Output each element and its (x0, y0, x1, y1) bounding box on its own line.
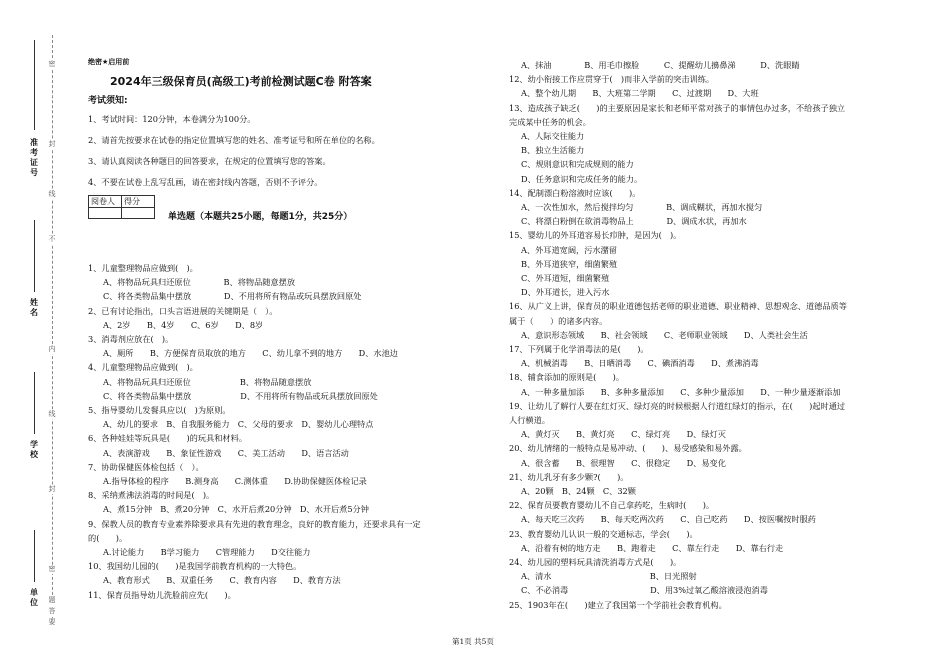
score-blank (122, 208, 155, 219)
option-line: C、不必消毒 D、用3%过氧乙酸溶液浸泡消毒 (521, 585, 768, 596)
question-line: 完成某中任务的机会。 (509, 116, 591, 127)
option-line: A、清水 B、日光照射 (521, 571, 697, 582)
option-line: A、幼儿的要求 B、自我服务能力 C、父母的要求 D、婴幼儿心理特点 (103, 419, 374, 430)
notice-item: 4、不要在试卷上乱写乱画，请在密封线内答题，否则不予评分。 (88, 177, 323, 187)
option-line: A.讨论能力 B学习能力 C管理能力 D交往能力 (103, 547, 311, 557)
option-line: A、意识形态领域 B、社会领域 C、老师职业领域 D、人类社会生活 (521, 329, 808, 340)
seal-char: 要 (48, 618, 56, 626)
seal-char: 密 (48, 60, 56, 68)
unit-underline (34, 530, 35, 582)
option-line: A、黄灯灭 B、黄灯亮 C、绿灯亮 D、绿灯灭 (521, 429, 726, 440)
unit-label: 单位 (30, 588, 38, 607)
option-line: A、整个幼儿期 B、大班第二学期 C、过渡期 D、大班 (521, 88, 759, 99)
question-line: 4、儿童整理物品应做到( )。 (88, 362, 198, 373)
question-line: 17、下列属于化学消毒法的是( )。 (509, 344, 649, 354)
seal-char: 密 (48, 565, 56, 573)
question-line: 9、保教人员的教育专业素养除要求具有先进的教育理念，良好的教育能力，还要求具有一定 (88, 518, 421, 529)
score-table (88, 195, 155, 219)
option-line: B、外耳道狭窄，细菌繁殖 (521, 258, 618, 269)
question-line: 的( )。 (88, 532, 128, 543)
question-line: 7、协助保健医体检包括（ ）。 (88, 461, 204, 472)
seal-char: 内 (48, 345, 56, 353)
option-line: A、将物品玩具归还原位 B、将物品随意摆放 (103, 376, 312, 387)
option-line: A、一次性加水，然后搅拌均匀 B、调成糊状，再加水搅匀 (521, 202, 763, 212)
seal-char: 封 (48, 485, 56, 493)
notice-heading: 考试须知: (88, 96, 128, 106)
question-line: 23、教育婴幼儿认识一般的交通标志，学会( )。 (509, 528, 698, 539)
option-line: A、外耳道宽阔，污水潴留 (521, 244, 617, 255)
option-line: A、抹油 B、用毛巾擦脸 C、提醒幼儿擤鼻涕 D、洗眼睛 (521, 60, 800, 70)
question-line: 22、保育员要教育婴幼儿不自己拿药吃，生病时( )。 (509, 500, 715, 511)
page-title: 2024年三级保育员(高级工)考前检测试题C卷 附答案 (110, 75, 372, 88)
seal-char: 答 (48, 607, 56, 615)
option-line: C、将漂白粉倒在欲消毒物品上 D、调成水状，再加水 (521, 216, 747, 227)
question-line: 8、采纳煮沸法消毒的时间是( )。 (88, 490, 215, 501)
question-line: 2、已有讨论指出，口头言语进展的关键期是（ ）。 (88, 305, 278, 316)
question-line: 15、婴幼儿的外耳道容易长疖肿，是因为( )。 (509, 230, 682, 241)
option-line: A.指导体检的程序 B.测身高 C.测体重 D.协助保健医体检记录 (103, 476, 367, 486)
option-line: C、规则意识和完成规则的能力 (521, 159, 634, 170)
option-line: A、2岁 B、4岁 C、6岁 D、8岁 (103, 319, 264, 330)
school-label: 学校 (30, 440, 38, 459)
option-line: A、沿着有树的地方走 B、跑着走 C、靠左行走 D、靠右行走 (521, 542, 784, 553)
option-line: C、将各类物品集中摆放 D、不用将所有物品或玩具摆放回原处 (103, 390, 378, 401)
question-line: 6、各种娃娃等玩具是( )的玩具和材料。 (88, 433, 247, 444)
option-line: D、外耳道长，进入污水 (521, 287, 610, 298)
name-underline (34, 220, 35, 292)
question-line: 25、1903年在( )建立了我国第一个学前社会教育机构。 (509, 599, 727, 610)
seal-char: 封 (48, 140, 56, 148)
option-line: A、人际交往能力 (521, 131, 585, 141)
question-line: 13、造成孩子缺乏( )的主要原因是家长和老师平常对孩子的事情包办过多，不给孩子独立 (509, 102, 846, 113)
exam-number-underline (34, 40, 35, 130)
page-footer: 第1页 共5页 (452, 637, 494, 646)
question-line: 18、辅食添加的原则是( )。 (509, 372, 625, 383)
option-line: A、一种多量加添 B、多种多量添加 C、多种少量添加 D、一种少量逐渐添加 (521, 386, 841, 397)
option-line: A、教育形式 B、双重任务 C、教育内容 D、教育方法 (103, 575, 341, 586)
section-title: 单选题（本题共25小题，每题1分，共25分） (168, 212, 353, 222)
option-line: B、独立生活能力 (521, 145, 585, 156)
option-line: A、煮15分钟 B、煮20分钟 C、水开后煮20分钟 D、水开后煮5分钟 (103, 504, 369, 515)
secret-mark: 绝密★启用前 (88, 58, 130, 66)
notice-item: 2、请首先按要求在试卷的指定位置填写您的姓名、准考证号和所在单位的名称。 (88, 135, 380, 145)
question-line: 12、幼小衔接工作应贯穿于( )而非入学前的突击训练。 (509, 74, 715, 85)
question-line: 10、我国幼儿园的( )是我国学前教育机构的一大特色。 (88, 561, 302, 572)
seal-char: 不 (48, 235, 56, 243)
question-line: 21、幼儿乳牙有多少颗?( )。 (509, 471, 629, 482)
reviewer-cell: 阅卷人 (89, 196, 122, 208)
question-line: 11、保育员指导幼儿洗脸前应先( )。 (88, 589, 236, 600)
seal-char: 题 (48, 596, 56, 604)
question-line: 人行横道。 (509, 415, 550, 425)
seal-char: 线 (48, 410, 56, 418)
question-line: 16、从广义上讲，保育员的职业道德包括老师的职业道德、职业精神、思想观念、道德品质等 (509, 301, 847, 312)
option-line: C、外耳道短，细菌繁殖 (521, 273, 610, 283)
school-underline (34, 372, 35, 434)
question-line: 19、让幼儿了解行人要在红灯灭、绿灯亮的时候根据人行道红绿灯的指示，在( )起时通过 (509, 400, 846, 411)
question-line: 1、儿童整理物品应做到( )。 (88, 263, 198, 273)
option-line: C、将各类物品集中摆放 D、不用将所有物品或玩具摆放回原处 (103, 291, 362, 302)
question-line: 3、消毒剂应放在( )。 (88, 334, 174, 344)
option-line: A、20颗 B、24颗 C、32颗 (521, 486, 636, 496)
option-line: A、很含蓄 B、很理智 C、很稳定 D、易变化 (521, 457, 726, 468)
option-line: A、将物品玩具归还原位 B、将物品随意摆放 (103, 277, 296, 288)
notice-item: 3、请认真阅读各种题目的回答要求，在规定的位置填写您的答案。 (88, 156, 331, 166)
option-line: D、任务意识和完成任务的能力。 (521, 173, 643, 184)
reviewer-blank (89, 208, 122, 219)
option-line: A、每天吃三次药 B、每天吃两次药 C、自己吃药 D、按医嘱按时服药 (521, 514, 816, 525)
question-line: 14、配制漂白粉溶液时应该( )。 (509, 187, 641, 198)
binding-dashed-line (52, 35, 53, 620)
question-line: 5、指导婴幼儿发餐具应以( )为原则。 (88, 405, 231, 415)
notice-item: 1、考试时间：120分钟，本卷满分为100分。 (88, 114, 256, 124)
exam-number-label: 准考证号 (30, 138, 38, 177)
name-label: 姓名 (30, 298, 38, 317)
option-line: A、表演游戏 B、象征性游戏 C、美工活动 D、语言活动 (103, 447, 349, 458)
question-line: 24、幼儿园的塑料玩具清洗消毒方式是( )。 (509, 557, 682, 567)
question-line: 属于（ ）的诸多内容。 (509, 315, 608, 326)
score-cell: 得分 (122, 196, 155, 208)
seal-char: 线 (48, 190, 56, 198)
option-line: A、机械消毒 B、日晒消毒 C、碘酒消毒 D、煮沸消毒 (521, 358, 759, 369)
question-line: 20、幼儿情绪的一般特点是易冲动、( )、易受感染和易外露。 (509, 443, 747, 454)
option-line: A、厕所 B、方便保育员取放的地方 C、幼儿拿不到的地方 D、水池边 (103, 348, 398, 359)
